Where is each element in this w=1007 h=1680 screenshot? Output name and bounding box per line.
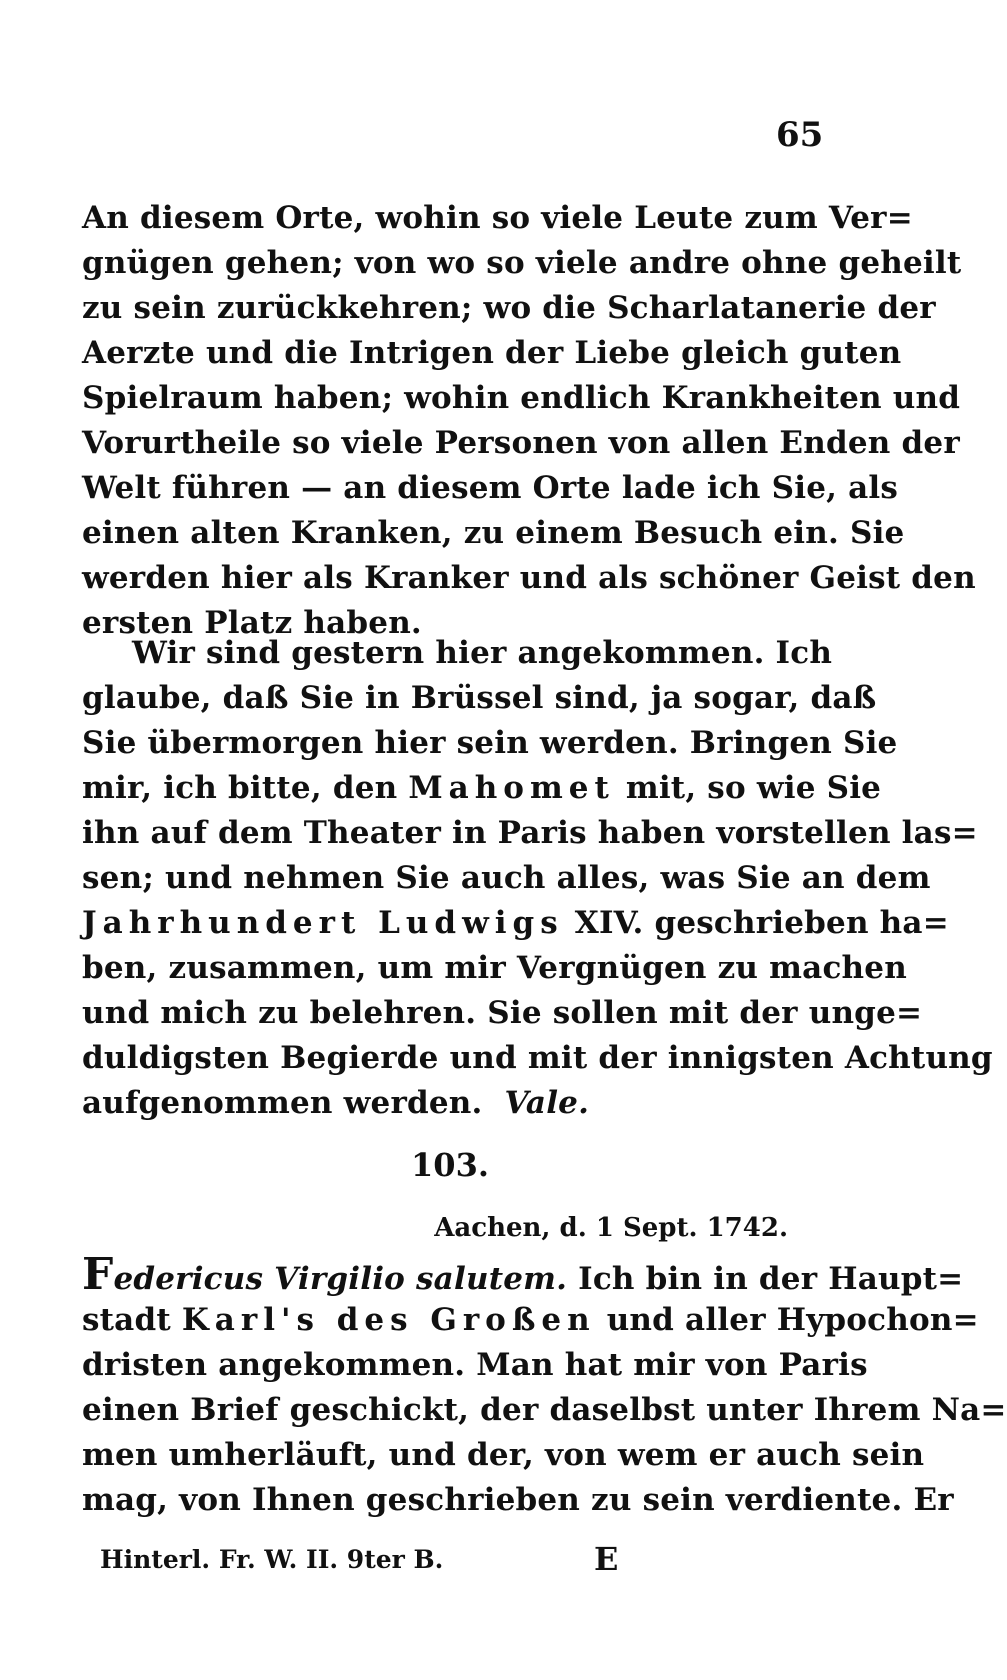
text-line: ben, zusammen, um mir Vergnügen zu machen — [82, 950, 907, 986]
text-line: ihn auf dem Theater in Paris haben vorstellen las= — [82, 815, 978, 851]
text-segment: XIV. geschrieben ha= — [574, 905, 949, 941]
text-line: sen; und nehmen Sie auch alles, was Sie an dem — [82, 860, 931, 896]
text-line: An diesem Orte, wohin so viele Leute zum Ver= — [82, 200, 913, 236]
text-line: ersten Platz haben. — [82, 605, 422, 641]
paragraph-2 — [82, 631, 993, 1126]
text-line — [82, 901, 949, 946]
paragraph-3 — [82, 1249, 1007, 1523]
text-line: Sie übermorgen hier sein werden. Bringen Sie — [82, 725, 898, 761]
text-line: werden hier als Kranker und als schöner Geist den — [82, 560, 976, 596]
text-segment: Ich bin in der Haupt= — [578, 1261, 964, 1297]
text-line — [82, 1081, 816, 1126]
letter-number: 103. — [411, 1146, 489, 1184]
text-line — [82, 1298, 979, 1343]
text-line — [82, 1249, 964, 1300]
text-line: Welt führen — an diesem Orte lade ich Sie, als — [82, 470, 899, 506]
printer-signature: Hinterl. Fr. W. II. 9ter B. — [100, 1545, 444, 1574]
text-line: mag, von Ihnen geschrieben zu sein verdiente. Er — [82, 1482, 954, 1518]
text-segment: aufgenommen werden. — [82, 1085, 483, 1121]
drop-cap: F — [82, 1249, 114, 1300]
text-segment: mir, ich bitte, den — [82, 770, 398, 806]
page-number: 65 — [776, 115, 824, 155]
paragraph-1 — [82, 196, 976, 646]
closing-vale: Vale. — [504, 1085, 590, 1121]
text-line: zu sein zurückkehren; wo die Scharlatanerie der — [82, 290, 936, 326]
text-segment: stadt — [82, 1302, 171, 1338]
text-line: Spielraum haben; wohin endlich Krankheiten und — [82, 380, 961, 416]
text-line: Aerzte und die Intrigen der Liebe gleich guten — [82, 335, 902, 371]
text-segment: und aller Hypochon= — [606, 1302, 979, 1338]
text-line: men umherläuft, und der, von wem er auch sein — [82, 1437, 925, 1473]
name-karl-des-grossen: Karl's des Großen — [181, 1302, 596, 1338]
text-line: und mich zu belehren. Sie sollen mit der unge= — [82, 995, 923, 1031]
text-line: dristen angekommen. Man hat mir von Paris — [82, 1347, 868, 1383]
text-line: einen alten Kranken, zu einem Besuch ein. Sie — [82, 515, 905, 551]
text-line — [82, 766, 882, 811]
text-line: gnügen gehen; von wo so viele andre ohne geheilt — [82, 245, 962, 281]
text-line: Wir sind gestern hier angekommen. Ich — [132, 635, 833, 671]
latin-salutation: edericus Virgilio salutem. — [113, 1261, 568, 1297]
work-title-jahrhundert: Jahrhundert Ludwigs — [82, 905, 564, 941]
text-line: glaube, daß Sie in Brüssel sind, ja sogar, daß — [82, 680, 877, 716]
text-segment: mit, so wie Sie — [625, 770, 882, 806]
text-line: Vorurtheile so viele Personen von allen Enden der — [82, 425, 960, 461]
dateline: Aachen, d. 1 Sept. 1742. — [434, 1213, 788, 1243]
text-line: einen Brief geschickt, der daselbst unter Ihrem Na= — [82, 1392, 1007, 1428]
text-line: duldigsten Begierde und mit der innigsten Achtung — [82, 1040, 993, 1076]
work-title-mahomet: Mahomet — [408, 770, 615, 806]
sheet-signature-mark: E — [594, 1540, 619, 1578]
